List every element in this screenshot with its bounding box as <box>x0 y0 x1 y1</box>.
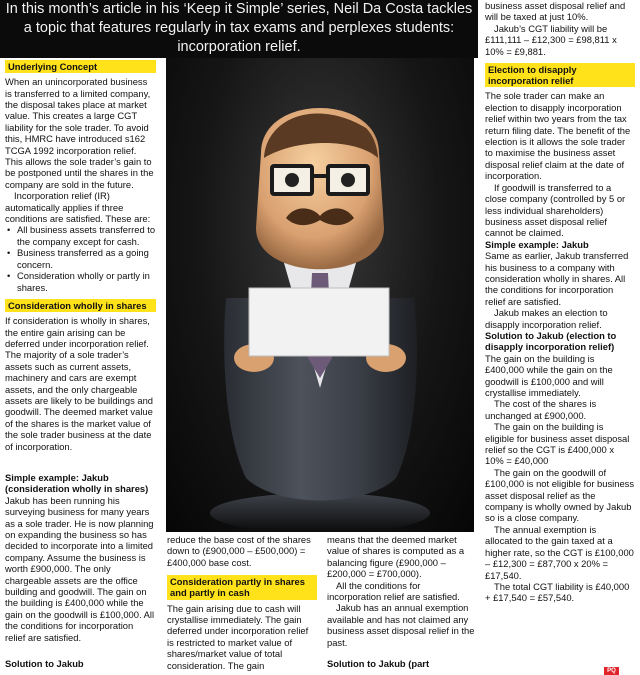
solution-heading: Solution to Jakub <box>5 658 84 670</box>
paragraph: The gain on the building is eligible for business asset disposal relief so the CGT is £400,000 x 10% = £40,000 <box>485 421 630 467</box>
section-heading-election: Election to disapply incorporation relief <box>485 63 635 87</box>
section-heading-wholly: Consideration wholly in shares <box>5 299 156 312</box>
list-item: • All business assets transferred to the company except for cash. <box>5 224 156 247</box>
paragraph: Same as earlier, Jakub transferred his business to a company with consideration wholly in shares. All the conditions for incorporation relief are satisfied. <box>485 250 629 307</box>
article-intro <box>0 0 478 58</box>
column-2 <box>167 534 317 671</box>
section-heading-partly: Consideration partly in shares and partly in cash <box>167 575 317 599</box>
intro-line-2: a topic that features regularly in tax exams and perplexes students: <box>23 20 455 36</box>
paragraph: When an unincorporated business is transferred to a limited company, the disposal takes place at market value. This creates a large CGT liability for the sole trader. To avoid this, HMRC have introduced s162 TCGA 1992 incorporation relief. This allows the sole trader’s gain to be postponed until the shares in the company are sold in the future. <box>5 76 154 190</box>
list-item: • Business transferred as a going concern. <box>5 247 156 270</box>
paragraph: Jakub has been running his surveying business for many years as a sole trader. He is now planning on expanding the business so has decided to incorporate into a limited company. Assume the business is worth £900,000. The only chargeable assets are the office building and goodwill. The gain on the building is £400,000 while the gain on the goodwill is £100,000. All the conditions for incorporation relief are satisfied. <box>5 494 155 643</box>
paragraph: Jakub has an annual exemption available and has not claimed any business asset disposal relief in the past. <box>327 602 475 648</box>
example-heading: Simple example: Jakub (consideration wholly in shares) <box>5 472 149 495</box>
paragraph: The annual exemption is allocated to the gain taxed at a higher rate, so the CGT is £100,000 – £12,300 = £87,700 x 20% = £17,540. <box>485 523 634 581</box>
paragraph: The sole trader can make an election to disapply incorporation relief within two years from the tax return filing date. The benefit of the election is it allows the sole trader to maximise the business asset disposal relief claim at the date of incorporation. <box>485 90 631 182</box>
paragraph: business asset disposal relief and will be taxed at just 10%. <box>485 0 626 23</box>
illustration-russian-doll <box>166 58 474 532</box>
pq-logo: PQ <box>604 667 619 675</box>
section-heading-underlying: Underlying Concept <box>5 60 156 73</box>
example-heading: Simple example: Jakub <box>485 238 589 250</box>
column-1 <box>5 56 156 670</box>
paragraph: The gain on the goodwill of £100,000 is not eligible for business asset disposal relief as the company is wholly owned by Jakub so is a close company. <box>485 466 635 524</box>
solution-heading: Solution to Jakub (part <box>327 658 430 670</box>
paragraph: The gain arising due to cash will crystallise immediately. The gain deferred under incorporation relief is restricted to market value of shares/market value of total consideration. The gain <box>167 602 309 671</box>
paragraph: The gain on the building is £400,000 while the gain on the goodwill is £100,000 and will crystallise immediately. <box>485 352 613 398</box>
column-3 <box>327 534 475 669</box>
column-4 <box>485 0 635 604</box>
solution-heading: Solution to Jakub (election to disapply incorporation relief) <box>485 329 617 353</box>
paragraph: The cost of the shares is unchanged at £900,000. <box>485 398 597 421</box>
paragraph: reduce the base cost of the shares down to (£900,000 – £500,000) = £400,000 base cost. <box>167 534 311 568</box>
conditions-list <box>5 224 156 292</box>
paragraph: The total CGT liability is £40,000 + £17,540 = £57,540. <box>485 580 630 604</box>
paragraph: If consideration is wholly in shares, the entire gain arising can be deferred under incorporation relief. The majority of a sole trader’s assets such as current assets, machinery and cars are exempt assets, and the only chargeable assets are likely to be buildings and goodwill. The deemed market value of the shares is the market value of the sole trader business at the date of incorporation. <box>5 315 154 452</box>
paragraph: If goodwill is transferred to a close company (controlled by 5 or less individual shareholders) business asset disposal relief cannot be claimed. <box>485 181 626 239</box>
blank-sign <box>249 288 389 356</box>
paragraph: Jakub makes an election to disapply incorporation relief. <box>485 307 608 330</box>
doll-illustration <box>166 58 474 532</box>
intro-line-1: In this month’s article in his ‘Keep it Simple’ series, Neil Da Costa tackles <box>5 1 473 17</box>
intro-line-3: incorporation relief. <box>177 39 301 55</box>
paragraph: All the conditions for incorporation relief are satisfied. <box>327 579 460 603</box>
paragraph: Incorporation relief (IR) automatically applies if three conditions are satisfied. These are: <box>5 190 151 225</box>
paragraph: means that the deemed market value of shares is computed as a balancing figure (£900,000 – £200,000 = £700,000). <box>327 534 465 580</box>
paragraph: Jakub’s CGT liability will be £111,111 – £12,300 = £98,811 x 10% = £9,881. <box>485 22 617 57</box>
list-item: • Consideration wholly or partly in shares. <box>5 270 156 293</box>
